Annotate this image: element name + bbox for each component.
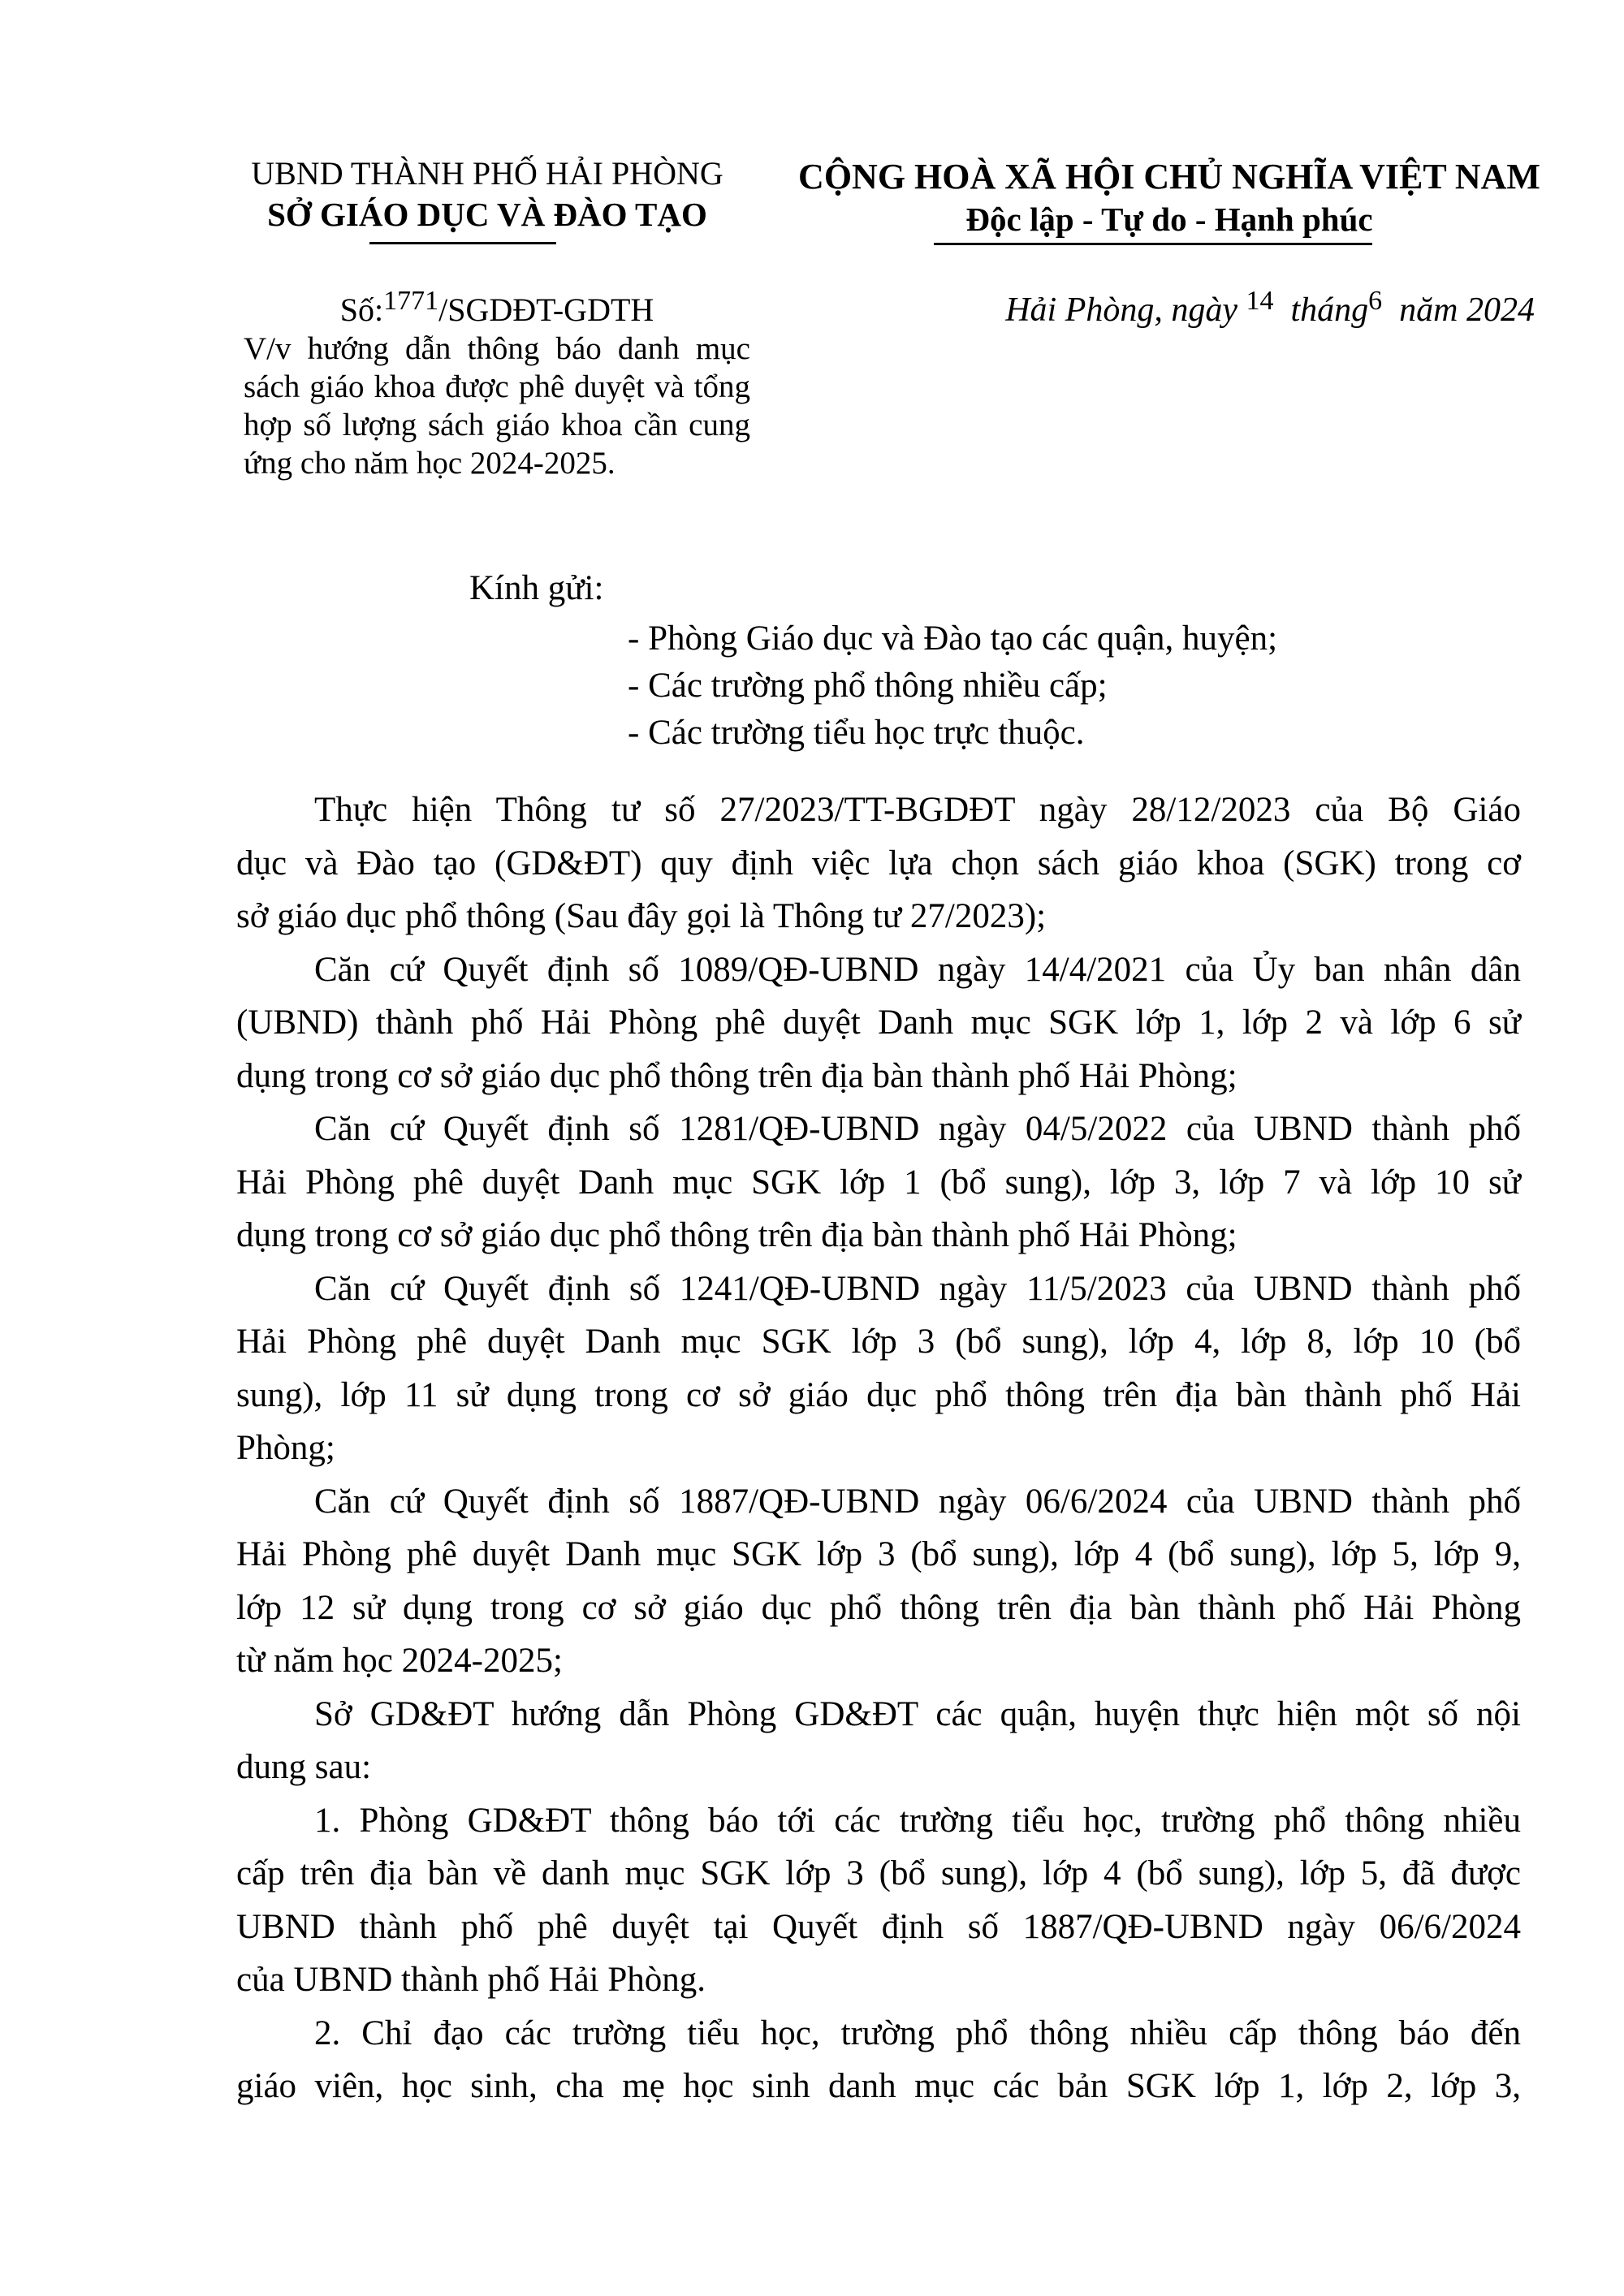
divider [369, 242, 556, 244]
paragraph [236, 1262, 1521, 1475]
text-line: sung), lớp 11 sử dụng trong cơ sở giáo dục phổ thông trên địa bàn thành phố Hải [236, 1375, 1521, 1414]
number-code: /SGDĐT-GDTH [438, 291, 654, 328]
nation-motto: Độc lập - Tự do - Hạnh phúc [965, 201, 1373, 238]
date-place: Hải Phòng, ngày [1005, 291, 1237, 329]
text-line: dụng trong cơ sở giáo dục phổ thông trên địa bàn thành phố Hải Phòng; [236, 1216, 1237, 1254]
date-day: 14 [1246, 286, 1274, 316]
org-name: UBND THÀNH PHỐ HẢI PHÒNG [251, 155, 723, 192]
paragraph [236, 1688, 1521, 1794]
text-line: (UBND) thành phố Hải Phòng phê duyệt Danh mục SGK lớp 1, lớp 2 và lớp 6 sử [236, 1003, 1521, 1042]
text-line: sở giáo dục phổ thông (Sau đây gọi là Thông tư 27/2023); [236, 897, 1047, 935]
text-line: Căn cứ Quyết định số 1089/QĐ-UBND ngày 14/4/2021 của Ủy ban nhân dân [314, 950, 1521, 989]
paragraph [236, 943, 1521, 1103]
date-month-label: tháng [1290, 291, 1369, 329]
number-label: Số: [339, 291, 384, 328]
text-line: Thực hiện Thông tư số 27/2023/TT-BGDĐT ngày 28/12/2023 của Bộ Giáo [314, 791, 1521, 829]
text-line: dung sau: [236, 1748, 372, 1786]
text-line: 1. Phòng GD&ĐT thông báo tới các trường tiểu học, trường phổ thông nhiều [314, 1801, 1521, 1840]
number-value: 1771 [383, 286, 439, 316]
recipients-list [628, 615, 1277, 757]
text-line: Phòng; [236, 1429, 335, 1467]
recipients-label: Kính gửi: [469, 569, 604, 607]
recipient: - Các trường tiểu học trực thuộc. [628, 714, 1085, 752]
text-line: Căn cứ Quyết định số 1241/QĐ-UBND ngày 11/5/2023 của UBND thành phố [314, 1269, 1521, 1308]
recipient: - Phòng Giáo dục và Đào tạo các quận, huyện; [628, 619, 1278, 658]
text-line: Hải Phòng phê duyệt Danh mục SGK lớp 1 (bổ sung), lớp 3, lớp 7 và lớp 10 sử [236, 1163, 1521, 1202]
text-line: UBND thành phố phê duyệt tại Quyết định số 1887/QĐ-UBND ngày 06/6/2024 [236, 1907, 1521, 1946]
text-line: dục và Đào tạo (GD&ĐT) quy định việc lựa chọn sách giáo khoa (SGK) trong cơ [236, 844, 1521, 883]
document-date [877, 286, 1535, 330]
date-month: 6 [1368, 286, 1383, 316]
subject [244, 330, 750, 482]
subject-line: V/v hướng dẫn thông báo danh mục [244, 331, 750, 366]
paragraph [236, 1794, 1521, 2007]
text-line: Hải Phòng phê duyệt Danh mục SGK lớp 3 (bổ sung), lớp 4, lớp 8, lớp 10 (bổ [236, 1323, 1521, 1361]
paragraph [236, 2007, 1521, 2113]
text-line: Căn cứ Quyết định số 1887/QĐ-UBND ngày 06/6/2024 của UBND thành phố [314, 1482, 1521, 1521]
department-name: SỞ GIÁO DỤC VÀ ĐÀO TẠO [267, 196, 707, 233]
paragraph [236, 1103, 1521, 1262]
date-year: năm 2024 [1399, 291, 1535, 329]
paragraph [236, 1475, 1521, 1688]
text-line: lớp 12 sử dụng trong cơ sở giáo dục phổ thông trên địa bàn thành phố Hải Phòng [236, 1588, 1521, 1627]
text-line: giáo viên, học sinh, cha mẹ học sinh danh mục các bản SGK lớp 1, lớp 2, lớp 3, [236, 2067, 1521, 2105]
divider [934, 243, 1372, 245]
nation-title: CỘNG HOÀ XÃ HỘI CHỦ NGHĨA VIỆT NAM [798, 157, 1540, 196]
text-line: cấp trên địa bàn về danh mục SGK lớp 3 (bổ sung), lớp 4 (bổ sung), lớp 5, đã được [236, 1854, 1521, 1892]
document-body [236, 783, 1521, 2113]
text-line: từ năm học 2024-2025; [236, 1642, 563, 1680]
document-number [244, 286, 750, 329]
text-line: Hải Phòng phê duyệt Danh mục SGK lớp 3 (bổ sung), lớp 4 (bổ sung), lớp 5, lớp 9, [236, 1535, 1521, 1573]
text-line: Căn cứ Quyết định số 1281/QĐ-UBND ngày 04/5/2022 của UBND thành phố [314, 1110, 1521, 1148]
subject-line: sách giáo khoa được phê duyệt và tổng [244, 369, 750, 404]
text-line: Sở GD&ĐT hướng dẫn Phòng GD&ĐT các quận, huyện thực hiện một số nội [314, 1694, 1521, 1733]
subject-line: ứng cho năm học 2024-2025. [244, 446, 615, 481]
text-line: của UBND thành phố Hải Phòng. [236, 1961, 706, 1999]
paragraph [236, 783, 1521, 943]
subject-line: hợp số lượng sách giáo khoa cần cung [244, 408, 750, 442]
recipient: - Các trường phổ thông nhiều cấp; [628, 667, 1108, 705]
text-line: dụng trong cơ sở giáo dục phổ thông trên địa bàn thành phố Hải Phòng; [236, 1056, 1237, 1095]
text-line: 2. Chỉ đạo các trường tiểu học, trường phổ thông nhiều cấp thông báo đến [314, 2013, 1521, 2052]
